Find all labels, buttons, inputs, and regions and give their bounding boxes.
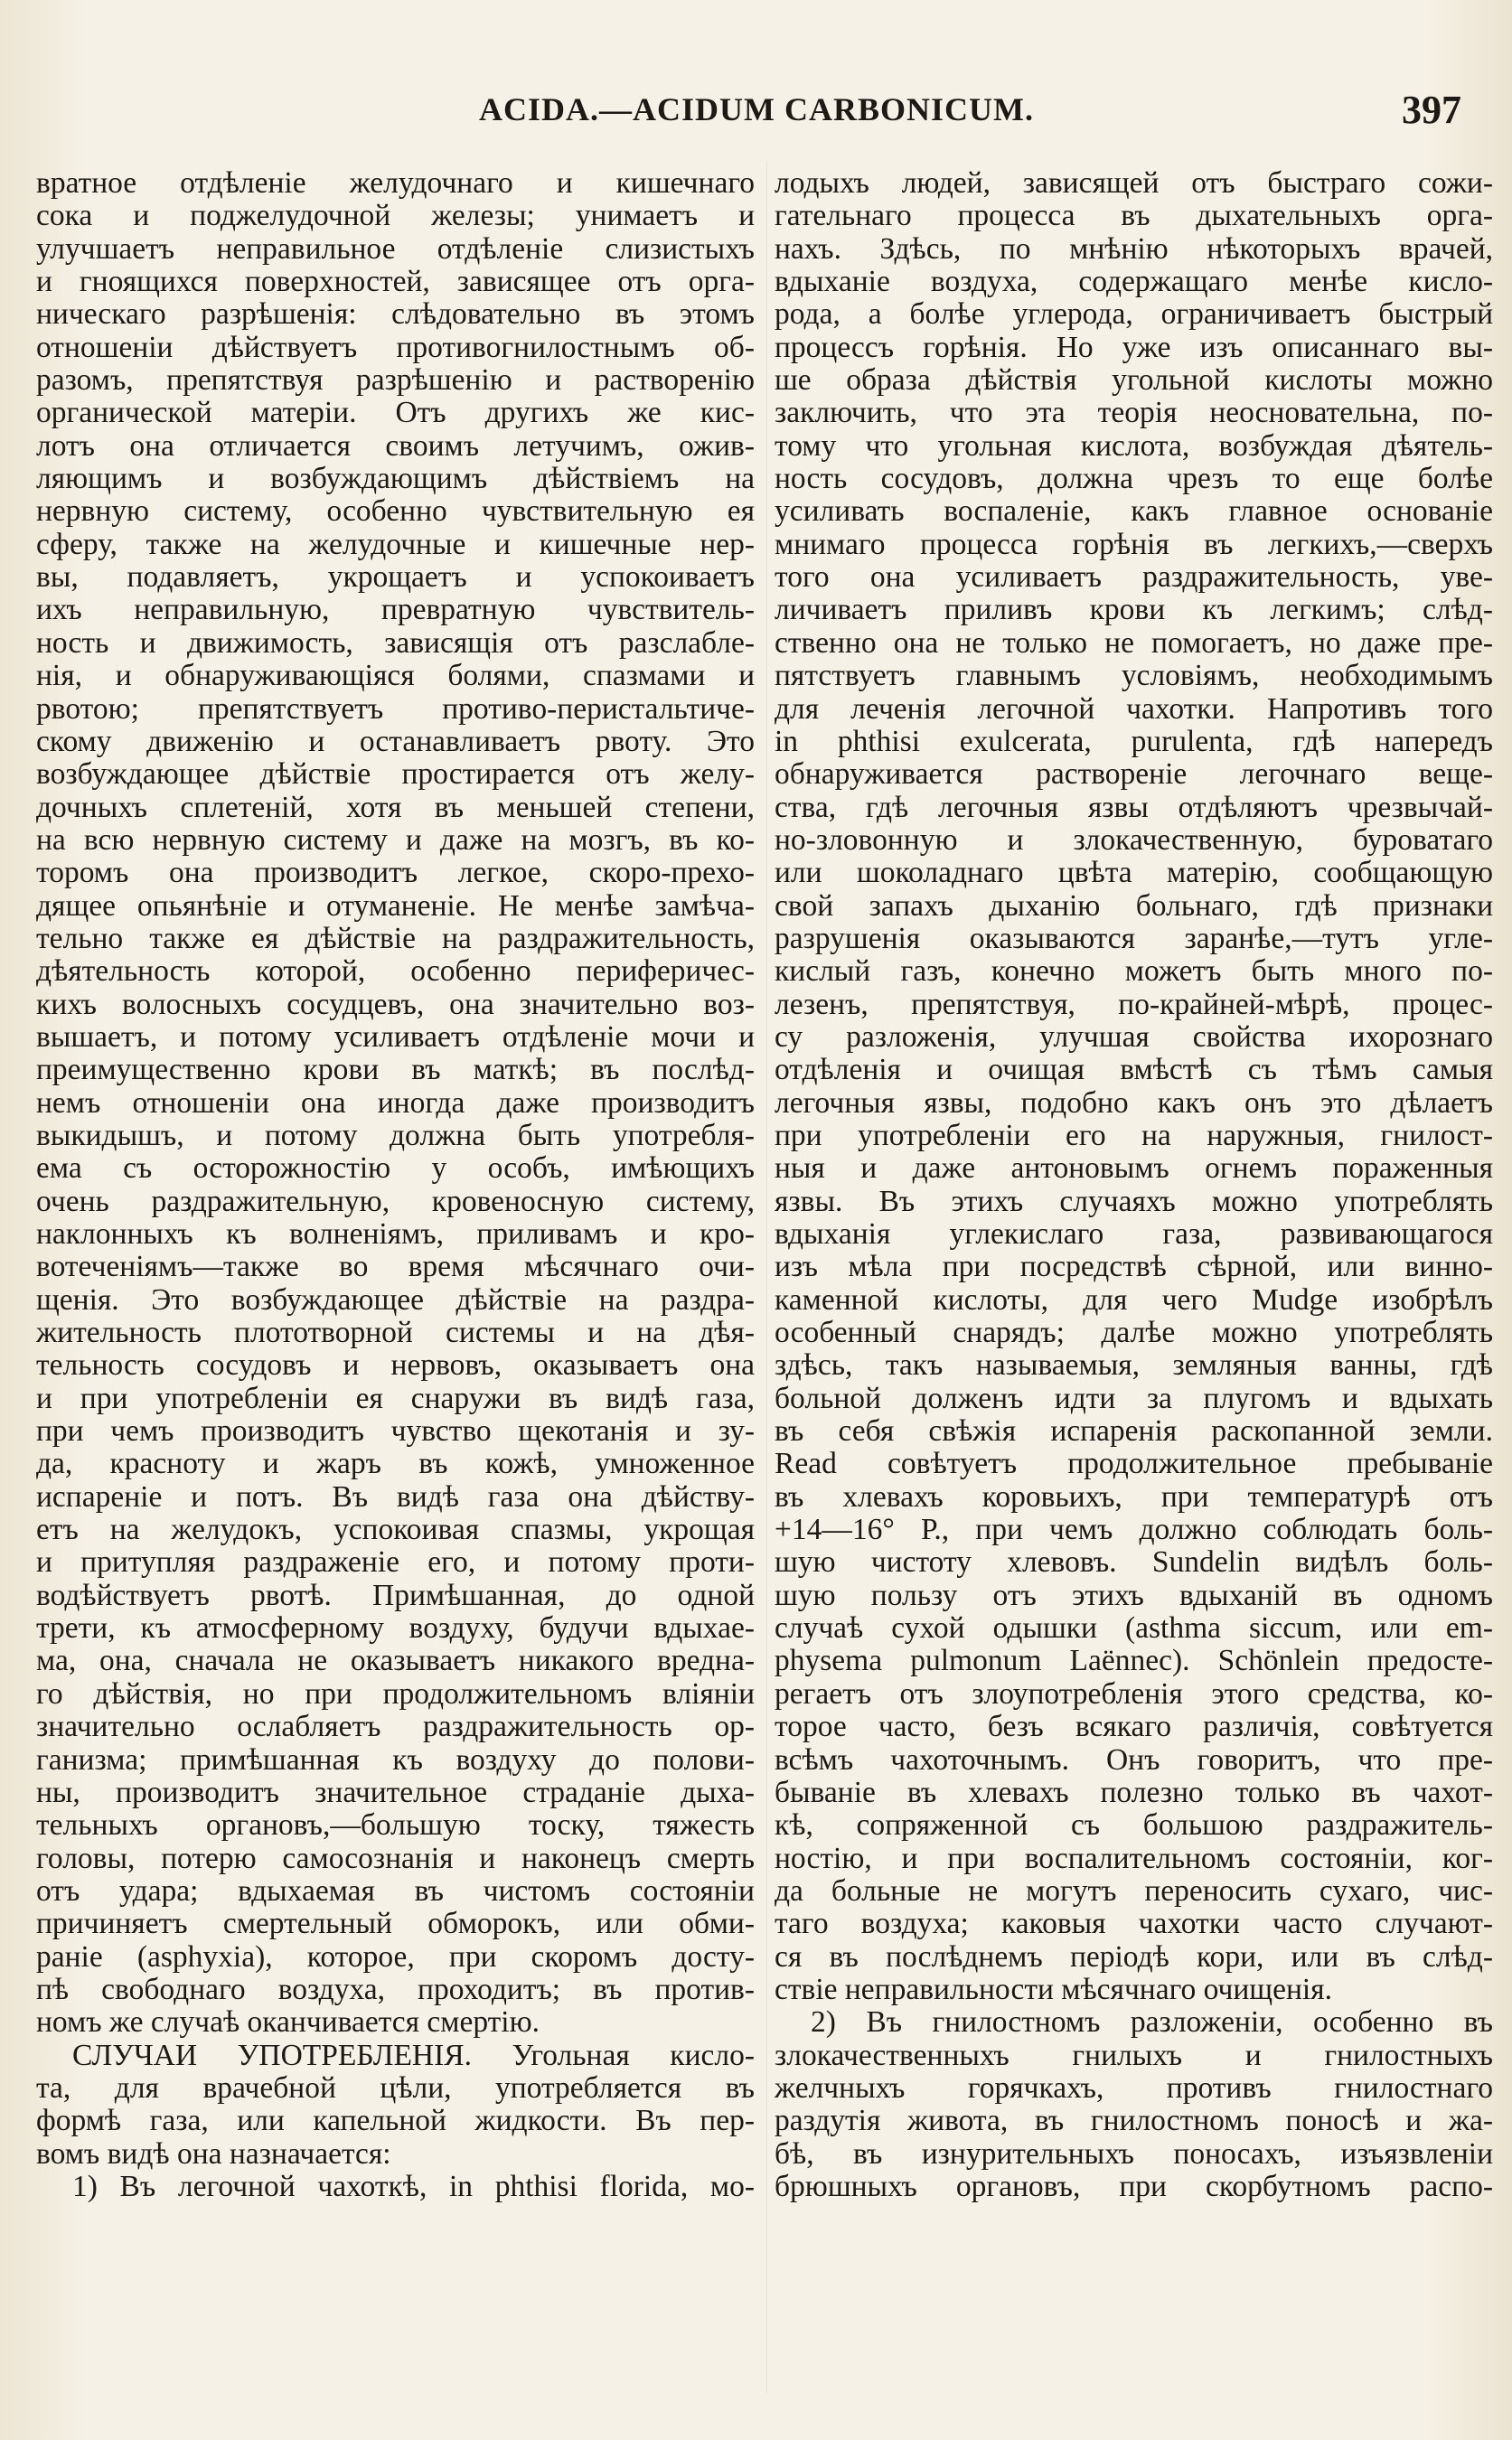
right-column: [775, 167, 1493, 2203]
text-line: испареніе и потъ. Въ видѣ газа она дѣйству-: [36, 1479, 755, 1514]
text-line: нахъ. Здѣсь, по мнѣнію нѣкоторыхъ врачей,: [775, 231, 1493, 266]
text-line: отдѣленія и очищая вмѣстѣ съ тѣмъ самыя: [775, 1053, 1493, 1087]
text-line: усиливать воспаленіе, какъ главное основаніе: [775, 494, 1493, 529]
text-line: того она усиливаетъ раздражительность, уве-: [775, 560, 1493, 595]
text-line: таго воздуха; каковыя чахотки часто случают-: [775, 1907, 1493, 1941]
text-line: язвы. Въ этихъ случаяхъ можно употреблять: [775, 1184, 1493, 1218]
text-line: заключить, что эта теорія неосновательна, по-: [775, 396, 1493, 430]
text-line: немъ отношеніи она иногда даже производитъ: [36, 1085, 755, 1120]
text-line: тельныхъ органовъ,—большую тоску, тяжесть: [36, 1808, 755, 1843]
text-line: лодыхъ людей, зависящей отъ быстраго сожи-: [775, 166, 1493, 200]
left-column: [36, 167, 755, 2203]
text-line: наклонныхъ къ волненіямъ, приливамъ и кро-: [36, 1217, 755, 1251]
text-line: возбуждающее дѣйствіе простирается отъ желу-: [36, 757, 755, 792]
text-line: гательнаго процесса въ дыхательныхъ орга-: [775, 199, 1493, 233]
text-line: и при употребленіи ея снаружи въ видѣ газа,: [36, 1381, 755, 1415]
text-line: ше образа дѣйствія угольной кислоты можно: [775, 363, 1493, 398]
text-line: ся въ послѣднемъ періодѣ кори, или въ слѣд-: [775, 1939, 1493, 1974]
text-line: вышаетъ, и потому усиливаетъ отдѣленіе мочи и: [36, 1019, 755, 1054]
running-head: ACIDA.—ACIDUM CARBONICUM.: [479, 91, 1034, 127]
text-line: шую чистоту хлевовъ. Sundelin видѣлъ боль-: [775, 1545, 1493, 1580]
text-line: щенія. Это возбуждающее дѣйствіе на раздра-: [36, 1282, 755, 1317]
text-line: мнимаго процесса горѣнія въ легкихъ,—сверхъ: [775, 527, 1493, 561]
text-line: раніе (asphyxia), которое, при скоромъ досту-: [36, 1939, 755, 1974]
text-line: здѣсь, такъ называемыя, земляныя ванны, гдѣ: [775, 1348, 1493, 1383]
text-line: отъ удара; вдыхаемая въ чистомъ состояніи: [36, 1873, 755, 1908]
text-line: на всю нервную систему и даже на мозгъ, въ ко-: [36, 822, 755, 857]
text-line: при чемъ производитъ чувство щекотанія и зу-: [36, 1414, 755, 1449]
text-line: лотъ она отличается своимъ летучимъ, ожив-: [36, 428, 755, 463]
text-line: въ хлевахъ коровьихъ, при температурѣ отъ: [775, 1479, 1493, 1514]
text-line: очень раздражительную, кровеносную систему,: [36, 1184, 755, 1218]
text-line: разомъ, препятствуя разрѣшенію и растворенію: [36, 363, 755, 398]
text-line: или шоколаднаго цвѣта матерію, сообщающую: [775, 856, 1493, 890]
text-line: изъ мѣла при посредствѣ сѣрной, или винно-: [775, 1250, 1493, 1284]
text-line: дочныхъ сплетеній, хотя въ меньшей степени,: [36, 790, 755, 824]
text-line: шую пользу отъ этихъ вдыханій въ одномъ: [775, 1578, 1493, 1612]
text-line: вратное отдѣленіе желудочнаго и кишечнаго: [36, 166, 755, 200]
text-line: ность сосудовъ, должна чрезъ то еще болѣе: [775, 462, 1493, 496]
text-line: головы, потерю самосознанія и наконецъ смерть: [36, 1841, 755, 1875]
text-line: дящее опьянѣніе и отуманеніе. Не менѣе замѣча-: [36, 888, 755, 923]
text-line: вотеченіямъ—также во время мѣсячнаго очи-: [36, 1250, 755, 1284]
text-line: легочныя язвы, подобно какъ онъ это дѣлаетъ: [775, 1085, 1493, 1120]
text-line: ностію, и при воспалительномъ состояніи, ког-: [775, 1841, 1493, 1875]
text-line: вдыханія углекислаго газа, развивающагося: [775, 1217, 1493, 1251]
column-gutter: [766, 161, 767, 2393]
text-line: формѣ газа, или капельной жидкости. Въ пер-: [36, 2104, 755, 2138]
text-line: въ себя свѣжія испаренія раскопанной земли.: [775, 1414, 1493, 1449]
text-line: етъ на желудокъ, успокоивая спазмы, укрощая: [36, 1513, 755, 1547]
text-line: брюшныхъ органовъ, при скорбутномъ распо-: [775, 2169, 1493, 2203]
text-line: каменной кислоты, для чего Mudge изобрѣлъ: [775, 1282, 1493, 1317]
text-line: разрушенія оказываются заранѣе,—тутъ угле-: [775, 921, 1493, 955]
text-line: торое часто, безъ всякаго различія, совѣтуется: [775, 1710, 1493, 1744]
text-line: трети, къ атмосферному воздуху, будучи вдыхае-: [36, 1611, 755, 1646]
text-line: да, красноту и жаръ въ кожѣ, умноженное: [36, 1447, 755, 1481]
text-line: ны, производитъ значительное страданіе дыха-: [36, 1775, 755, 1809]
text-line: для леченія легочной чахотки. Напротивъ того: [775, 691, 1493, 726]
text-line: больной долженъ идти за плугомъ и вдыхать: [775, 1381, 1493, 1415]
text-line: кѣ, сопряженной съ большою раздражитель-: [775, 1808, 1493, 1843]
text-line: ническаго разрѣшенія: слѣдовательно въ этомъ: [36, 297, 755, 332]
text-line: ность и движимость, зависящія отъ разслабле-: [36, 625, 755, 660]
text-line: бываніе въ хлевахъ полезно только въ чахот-: [775, 1775, 1493, 1809]
text-line: значительно ослабляетъ раздражительность ор-: [36, 1710, 755, 1744]
text-line: злокачественныхъ гнилыхъ и гнилостныхъ: [775, 2038, 1493, 2072]
text-line: и притупляя раздраженіе его, и потому проти-: [36, 1545, 755, 1580]
text-line: in phthisi exulcerata, purulenta, гдѣ напередъ: [775, 724, 1493, 758]
text-line: рвотою; препятствуетъ противо-перистальтиче-: [36, 691, 755, 726]
text-line: скому движенію и останавливаетъ рвоту. Это: [36, 724, 755, 758]
text-line: та, для врачебной цѣли, употребляется въ: [36, 2070, 755, 2105]
text-line: пятствуетъ главнымъ условіямъ, необходимымъ: [775, 659, 1493, 693]
text-line: 1) Въ легочной чахоткѣ, in phthisi florida, мо-: [72, 2169, 755, 2203]
text-line: обнаруживается раствореніе легочнаго веще-: [775, 757, 1493, 792]
text-line: органической матеріи. Отъ другихъ же кис-: [36, 396, 755, 430]
text-line: ихъ неправильную, превратную чувствитель-: [36, 593, 755, 627]
text-line: случаѣ сухой одышки (asthma siccum, или em-: [775, 1611, 1493, 1646]
text-line: тельность сосудовъ и нервовъ, оказываетъ она: [36, 1348, 755, 1383]
text-line: нія, и обнаруживающіяся болями, спазмами и: [36, 659, 755, 693]
text-line: лезенъ, препятствуя, по-крайней-мѣрѣ, процес-: [775, 987, 1493, 1021]
text-line: вомъ видѣ она назначается:: [36, 2136, 391, 2171]
text-line: желчныхъ горячкахъ, противъ гнилостнаго: [775, 2070, 1493, 2105]
text-line: ляющимъ и возбуждающимъ дѣйствіемъ на: [36, 462, 755, 496]
text-line: тельно также ея дѣйствіе на раздражительность,: [36, 921, 755, 955]
text-line: +14—16° Р., при чемъ должно соблюдать боль-: [775, 1513, 1493, 1547]
text-line: Read совѣтуетъ продолжительное пребываніе: [775, 1447, 1493, 1481]
text-line: жительность плототворной системы и на дѣя-: [36, 1316, 755, 1350]
text-line: дѣятельность которой, особенно периферичес-: [36, 954, 755, 989]
text-line: 2) Въ гнилостномъ разложеніи, особенно въ: [811, 2005, 1493, 2040]
text-line: выкидышъ, и потому должна быть употребля-: [36, 1118, 755, 1152]
text-line: ема съ осторожностію у особъ, имѣющихъ: [36, 1151, 755, 1186]
text-line: су разложенія, улучшая свойства ихорознаго: [775, 1019, 1493, 1054]
text-line: регаетъ отъ злоупотребленія этого средства, ко-: [775, 1676, 1493, 1711]
text-line: СЛУЧАИ УПОТРЕБЛЕНІЯ. Угольная кисло-: [72, 2038, 755, 2072]
text-line: тому что угольная кислота, возбуждая дѣятель-: [775, 428, 1493, 463]
text-line: причиняетъ смертельный обморокъ, или обми-: [36, 1907, 755, 1941]
text-line: го дѣйствія, но при продолжительномъ вліяніи: [36, 1676, 755, 1711]
text-line: при употребленіи его на наружныя, гнилост-: [775, 1118, 1493, 1152]
text-line: ственно она не только не помогаетъ, но даже пре-: [775, 625, 1493, 660]
text-line: всѣмъ чахоточнымъ. Онъ говоритъ, что пре-: [775, 1742, 1493, 1777]
text-line: пѣ свободнаго воздуха, проходитъ; въ против-: [36, 1972, 755, 2006]
text-line: рода, а болѣе углерода, ограничиваетъ быстрый: [775, 297, 1493, 332]
text-line: ныя и даже антоновымъ огнемъ пораженныя: [775, 1151, 1493, 1186]
text-line: сока и поджелудочной железы; унимаетъ и: [36, 199, 755, 233]
text-line: торомъ она производитъ легкое, скоро-прехо-: [36, 856, 755, 890]
text-line: вы, подавляетъ, укрощаетъ и успокоиваетъ: [36, 560, 755, 595]
text-line: отношеніи дѣйствуетъ противогнилостнымъ об-: [36, 330, 755, 364]
text-line: да больные не могутъ переносить сухаго, чис-: [775, 1873, 1493, 1908]
text-line: и гноящихся поверхностей, зависящее отъ орга-: [36, 265, 755, 299]
text-line: ства, гдѣ легочныя язвы отдѣляютъ чрезвычай-: [775, 790, 1493, 824]
text-line: сферу, также на желудочные и кишечные нер-: [36, 527, 755, 561]
text-line: процессъ горѣнія. Но уже изъ описаннаго вы-: [775, 330, 1493, 364]
text-line: кихъ волосныхъ сосудцевъ, она значительно воз-: [36, 987, 755, 1021]
text-line: нервную систему, особенно чувствительную ея: [36, 494, 755, 529]
text-line: номъ же случаѣ оканчивается смертію.: [36, 2005, 540, 2040]
text-line: ствіе неправильности мѣсячнаго очищенія.: [775, 1972, 1332, 2006]
page-header: [36, 87, 1479, 141]
text-line: раздутія живота, въ гнилостномъ поносѣ и жа-: [775, 2104, 1493, 2138]
text-line: physema pulmonum Laënnec). Schönlein предосте-: [775, 1644, 1493, 1678]
text-line: личиваетъ приливъ крови къ легкимъ; слѣд-: [775, 593, 1493, 627]
text-line: вдыханіе воздуха, содержащаго менѣе кисло-: [775, 265, 1493, 299]
text-line: бѣ, въ изнурительныхъ поносахъ, изъязвленіи: [775, 2136, 1493, 2171]
text-line: свой запахъ дыханію больнаго, гдѣ признаки: [775, 888, 1493, 923]
text-line: ганизма; примѣшанная къ воздуху до полови-: [36, 1742, 755, 1777]
text-line: кислый газъ, конечно можетъ быть много по-: [775, 954, 1493, 989]
text-line: ма, она, сначала не оказываетъ никакого вредна-: [36, 1644, 755, 1678]
text-line: улучшаетъ неправильное отдѣленіе слизистыхъ: [36, 231, 755, 266]
text-line: особенный снарядъ; далѣе можно употреблять: [775, 1316, 1493, 1350]
text-line: но-зловонную и злокачественную, буроватаго: [775, 822, 1493, 857]
text-line: водѣйствуетъ рвотѣ. Примѣшанная, до одной: [36, 1578, 755, 1612]
page-number: 397: [1402, 88, 1461, 132]
text-line: преимущественно крови въ маткѣ; въ послѣд-: [36, 1053, 755, 1087]
